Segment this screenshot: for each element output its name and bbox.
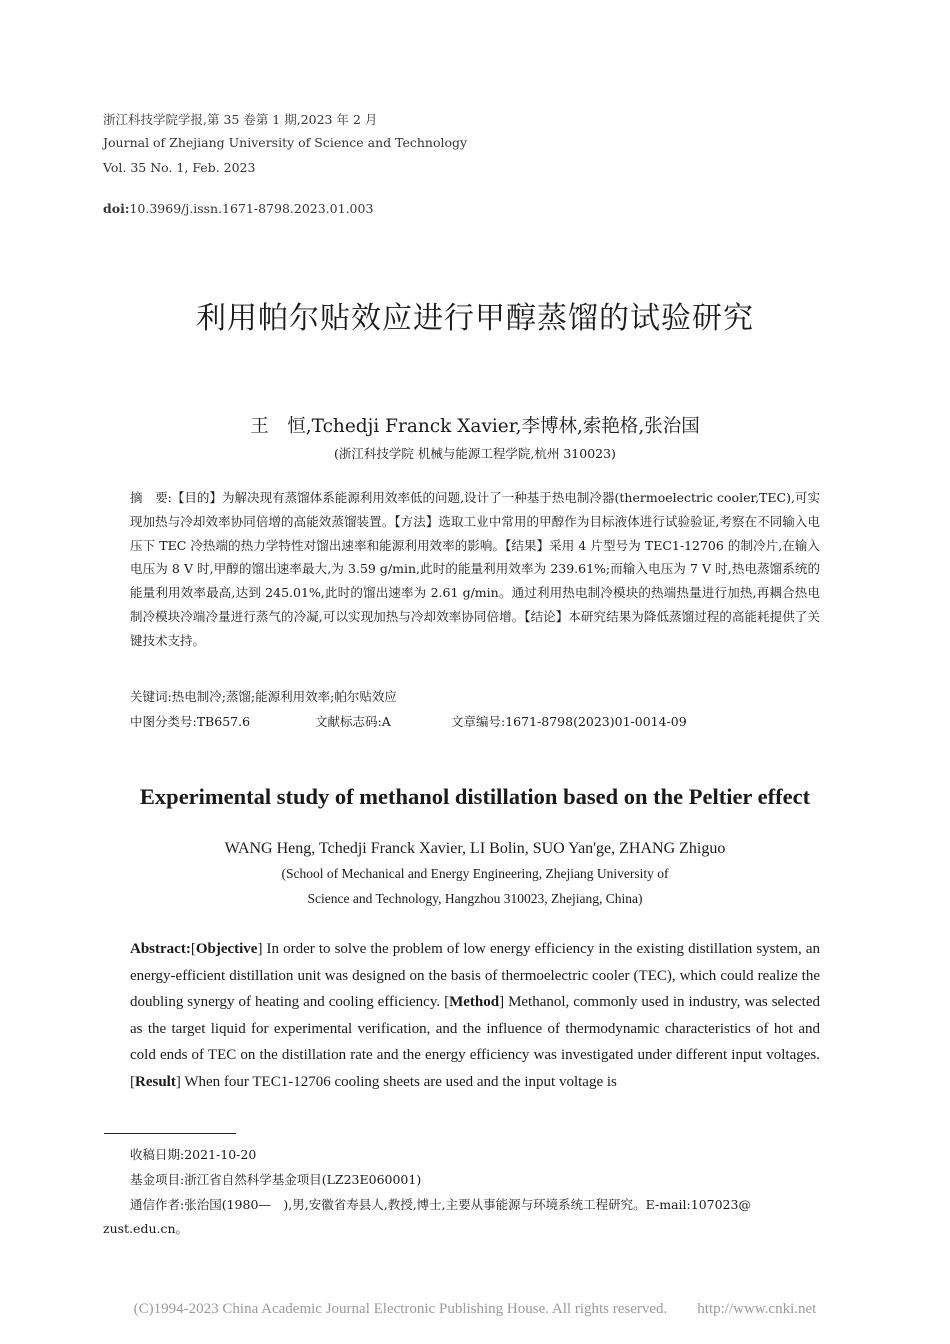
- doi-label: doi:: [103, 201, 130, 216]
- doi-value: 10.3969/j.issn.1671-8798.2023.01.003: [129, 201, 374, 216]
- classification-line: [130, 712, 250, 730]
- keywords-label: 关键词:: [130, 689, 172, 704]
- article-number: [451, 712, 687, 730]
- doc-code: [315, 712, 391, 730]
- keywords-text: 热电制冷;蒸馏;能源利用效率;帕尔贴效应: [171, 689, 397, 704]
- paper-title-cn: 利用帕尔贴效应进行甲醇蒸馏的试验研究: [196, 301, 754, 336]
- affiliation-en-line-2: Science and Technology, Hangzhou 310023, Zhejiang, China): [307, 891, 643, 906]
- journal-volume: Vol. 35 No. 1, Feb. 2023: [103, 160, 256, 175]
- footnote-email-cont: zust.edu.cn。: [103, 1221, 189, 1236]
- article-label: 文章编号:: [451, 714, 506, 729]
- received-value: 2021-10-20: [184, 1147, 257, 1162]
- journal-name-en: Journal of Zhejiang University of Science and Technology: [103, 135, 468, 150]
- footnote-divider: [104, 1133, 236, 1134]
- corr-value: 张治国(1980— ),男,安徽省寿县人,教授,博士,主要从事能源与环境系统工程研究。E-mail:107023@: [184, 1197, 751, 1212]
- footnote-received: [130, 1145, 256, 1163]
- doc-value: A: [381, 714, 391, 729]
- authors-en: WANG Heng, Tchedji Franck Xavier, LI Bolin, SUO Yan'ge, ZHANG Zhiguo: [224, 840, 726, 857]
- clc-label: 中图分类号:: [130, 714, 197, 729]
- received-label: 收稿日期:: [130, 1147, 185, 1162]
- fund-label: 基金项目:: [130, 1172, 185, 1187]
- method-text: Methanol, commonly used in industry, was selected as the target liquid for experimental verification, and the influence of thermodynamic characteristics of hot and cold ends of TEC on the distillation rate and the energy efficiency was investigated under different input voltages.: [130, 994, 821, 1064]
- objective-tag: Objective: [195, 941, 258, 957]
- fund-value: 浙江省自然科学基金项目(LZ23E060001): [184, 1172, 422, 1187]
- abstract-cn-label: 摘 要:: [130, 490, 172, 505]
- paper-title-en: Experimental study of methanol distillation based on the Peltier effect: [139, 784, 811, 809]
- result-tag: Result: [135, 1073, 176, 1090]
- authors-cn: 王 恒,Tchedji Franck Xavier,李博林,索艳格,张治国: [250, 416, 700, 437]
- abstract-cn-text: 【目的】为解决现有蒸馏体系能源利用效率低的问题,设计了一种基于热电制冷器(thermoelectric cooler,TEC),可实现加热与冷却效率协同倍增的高能效蒸馏装置。【方法】选取工业中常用的甲醇作为目标液体进行试验验证,考察在不同输入电压下 TEC 冷热端的热力学特性对馏出速率和能源利用效率的影响。【结果】采用 4 片型号为 TEC1-12706 的制冷片,在输入电压为 8 V 时,甲醇的馏出速率最大,为 3.59 g/min,此时的能量利用效率为 239.61%;而输入电压为 7 V 时,热电蒸馏系统的能量利用效率最高,达到 245.01%,此时的馏出速率为 2.61 g/min。通过利用热电制冷模块的热端热量进行加热,再耦合热电制冷模块冷端冷量进行蒸气的冷凝,可以实现加热与冷却效率协同倍增。【结论】本研究结果为降低蒸馏过程的高能耗提供了关键技术支持。: [130, 490, 820, 648]
- copyright-watermark: (C)1994-2023 China Academic Journal Electronic Publishing House. All rights reserved. http://www.cnki.net: [133, 1301, 817, 1317]
- journal-name-cn: 浙江科技学院学报,第 35 卷第 1 期,2023 年 2 月: [103, 112, 378, 127]
- abstract-en: Abstract:[Objective] In order to solve the problem of low energy efficiency in the existing distillation system, an energy-efficient distillation unit was designed on the basis of thermoelectric cooler (TEC), which could realize the doubling synergy of heating and cooling efficiency. [Method] Methanol, commonly used in industry, was selected as the target liquid for experimental verification, and the influence of thermodynamic characteristics of hot and cold ends of TEC on the distillation rate and the energy efficiency was investigated under different input voltages. [Result] When four TEC1-12706 cooling sheets are used and the input voltage is: [130, 941, 821, 1090]
- article-value: 1671-8798(2023)01-0014-09: [505, 714, 687, 729]
- keywords-cn: [130, 687, 397, 705]
- objective-text: In order to solve the problem of low energy efficiency in the existing distillation system, an energy-efficient distillation unit was designed on the basis of thermoelectric cooler (TEC), which could realize the doubling synergy of heating and cooling efficiency.: [130, 941, 820, 1011]
- affiliation-cn: (浙江科技学院 机械与能源工程学院,杭州 310023): [334, 446, 616, 461]
- clc-value: TB657.6: [196, 714, 251, 729]
- abstract-cn: [130, 486, 820, 653]
- doi-line: [103, 201, 373, 216]
- result-text: When four TEC1-12706 cooling sheets are used and the input voltage is: [184, 1073, 617, 1090]
- footnote-corresponding-author: [130, 1195, 751, 1213]
- affiliation-en-line-1: (School of Mechanical and Energy Engineering, Zhejiang University of: [281, 866, 669, 881]
- doc-label: 文献标志码:: [315, 714, 382, 729]
- corr-label: 通信作者:: [130, 1197, 185, 1212]
- abstract-en-label: Abstract:: [130, 941, 191, 957]
- method-tag: Method: [449, 994, 500, 1011]
- footnote-fund: [130, 1170, 421, 1188]
